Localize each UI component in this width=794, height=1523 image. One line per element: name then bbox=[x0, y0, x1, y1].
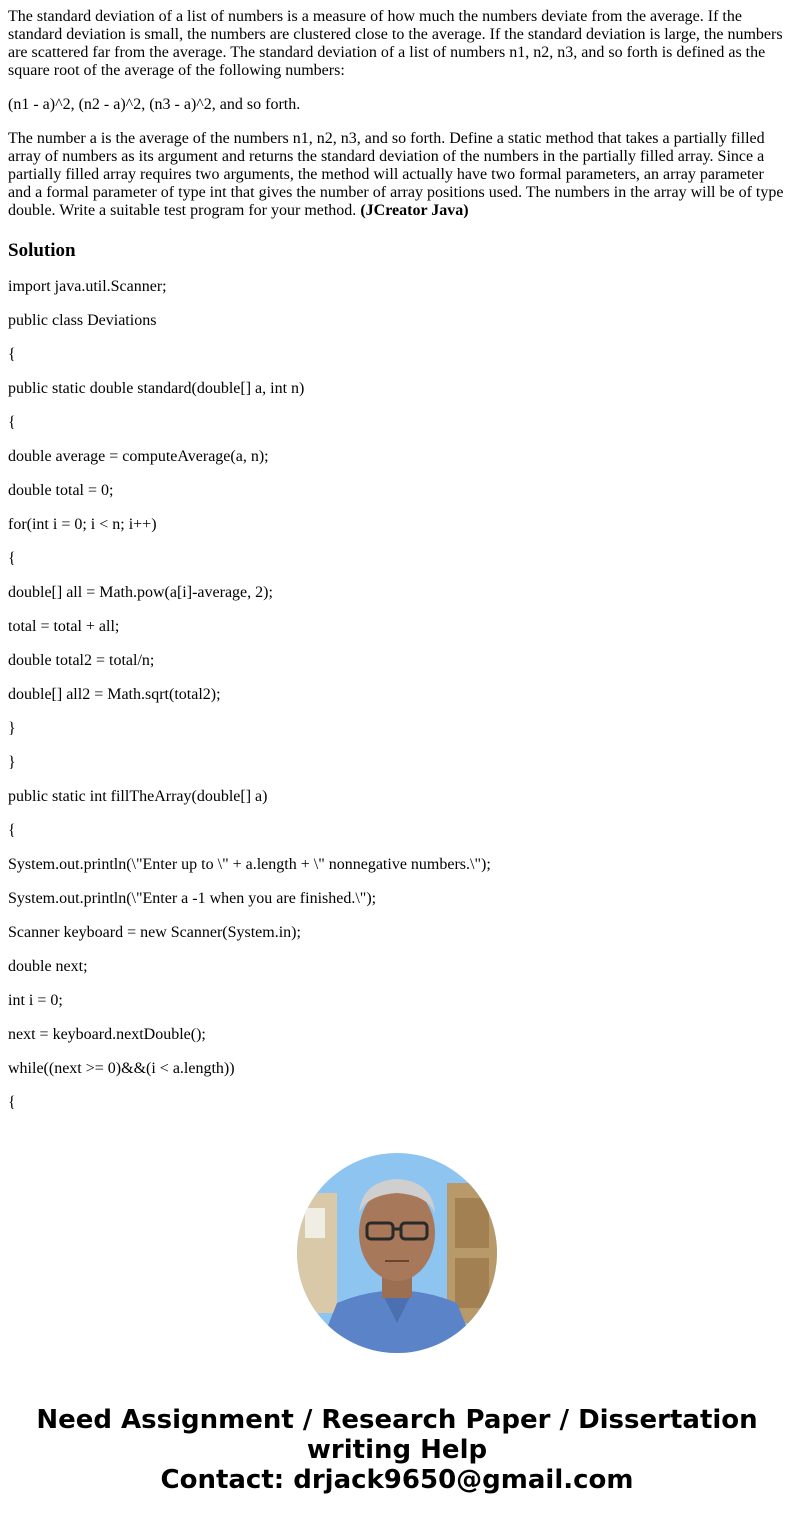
promo-line-2: writing Help bbox=[306, 1435, 488, 1465]
code-line: { bbox=[8, 1094, 16, 1111]
question-paragraph-3 bbox=[8, 130, 786, 220]
code-line: public class Deviations bbox=[8, 312, 157, 329]
code-line: { bbox=[8, 822, 16, 839]
code-line: int i = 0; bbox=[8, 992, 63, 1009]
code-line: double[] all = Math.pow(a[i]-average, 2); bbox=[8, 584, 273, 601]
code-line: while((next >= 0)&&(i < a.length)) bbox=[8, 1060, 235, 1077]
page-content bbox=[8, 8, 786, 1128]
code-line: next = keyboard.nextDouble(); bbox=[8, 1026, 206, 1043]
code-line: double total2 = total/n; bbox=[8, 652, 155, 669]
question-language-tag: (JCreator Java) bbox=[360, 202, 469, 219]
code-line: double total = 0; bbox=[8, 482, 114, 499]
code-line: double average = computeAverage(a, n); bbox=[8, 448, 269, 465]
code-line: } bbox=[8, 754, 16, 771]
question-paragraph-3-text: The number a is the average of the numbers n1, n2, n3, and so forth. Define a static method that takes a partially filled array of numbers as its argument and returns the standard deviation of the numbers in the partially filled array. Since a partially filled array requires two arguments, the method will actually have two formal parameters, an array parameter and a formal parameter of type int that gives the number of array positions used. The numbers in the array will be of type double. Write a suitable test program for your method. bbox=[8, 130, 784, 219]
code-line: public static int fillTheArray(double[] a) bbox=[8, 788, 268, 805]
question-paragraph-1: The standard deviation of a list of numbers is a measure of how much the numbers deviate from the average. If the standard deviation is small, the numbers are clustered close to the average. If the standard deviation is large, the numbers are scattered far from the average. The standard deviation of a list of numbers n1, n2, n3, and so forth is defined as the square root of the average of the following numbers: bbox=[8, 8, 783, 79]
solution-code bbox=[8, 278, 786, 1112]
code-line: { bbox=[8, 414, 16, 431]
question-formula: (n1 - a)^2, (n2 - a)^2, (n3 - a)^2, and so forth. bbox=[8, 96, 301, 113]
code-line: double next; bbox=[8, 958, 88, 975]
code-line: } bbox=[8, 720, 16, 737]
code-line: { bbox=[8, 550, 16, 567]
code-line: for(int i = 0; i < n; i++) bbox=[8, 516, 157, 533]
code-line: total = total + all; bbox=[8, 618, 120, 635]
person-photo-icon bbox=[297, 1153, 497, 1353]
author-avatar bbox=[297, 1153, 497, 1353]
promo-line-1: Need Assignment / Research Paper / Dissertation bbox=[36, 1405, 758, 1435]
code-line: import java.util.Scanner; bbox=[8, 278, 167, 295]
promo-banner bbox=[0, 1405, 794, 1495]
code-line: Scanner keyboard = new Scanner(System.in); bbox=[8, 924, 301, 941]
code-line: System.out.println(\"Enter up to \" + a.length + \" nonnegative numbers.\"); bbox=[8, 856, 491, 873]
code-line: double[] all2 = Math.sqrt(total2); bbox=[8, 686, 221, 703]
code-line: { bbox=[8, 346, 16, 363]
code-line: System.out.println(\"Enter a -1 when you are finished.\"); bbox=[8, 890, 377, 907]
solution-heading: Solution bbox=[8, 240, 76, 261]
code-line: public static double standard(double[] a, int n) bbox=[8, 380, 305, 397]
promo-contact: Contact: drjack9650@gmail.com bbox=[160, 1465, 634, 1495]
